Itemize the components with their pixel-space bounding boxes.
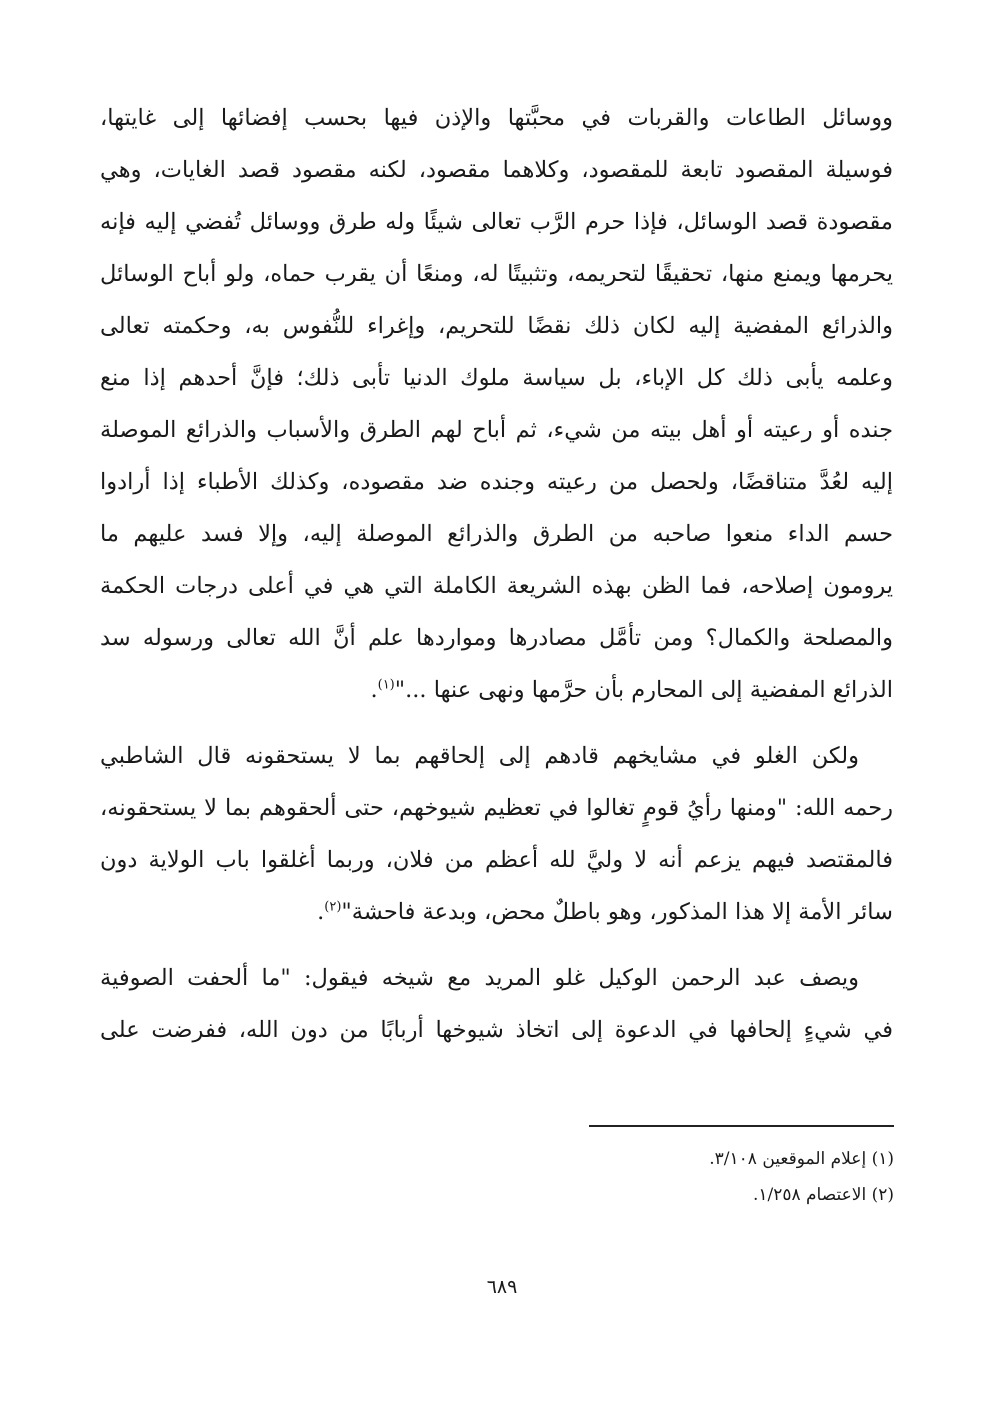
paragraph-last-line: [100, 886, 893, 938]
footnote-reference: (٢): [324, 899, 342, 915]
body-text: [100, 92, 893, 1056]
text-line: ويصف عبد الرحمن الوكيل غلو المريد مع شيخه فيقول: "ما ألحفت الصوفية: [100, 965, 859, 991]
footnote: (٢) الاعتصام ١/٢٥٨.: [752, 1185, 894, 1205]
text-line: فوسيلة المقصود تابعة للمقصود، وكلاهما مقصود، لكنه مقصود قصد الغايات، وهي: [100, 157, 893, 183]
text-line: إليه لعُدَّ متناقضًا، ولحصل من رعيته وجنده ضد مقصوده، وكذلك الأطباء إذا أرادوا: [100, 469, 893, 495]
text-line: حسم الداء منعوا صاحبه من الطرق والذرائع الموصلة إليه، وإلا فسد عليهم ما: [100, 521, 893, 547]
text-line: ولكن الغلو في مشايخهم قادهم إلى إلحاقهم بما لا يستحقونه قال الشاطبي: [100, 743, 859, 769]
text-line: ووسائل الطاعات والقربات في محبَّتها والإذن فيها بحسب إفضائها إلى غايتها،: [100, 105, 893, 131]
text-run: .: [317, 899, 325, 925]
page-number: ٦٨٩: [486, 1276, 518, 1298]
text-line: جنده أو رعيته أو أهل بيته من شيء، ثم أباح لهم الطرق والأسباب والذرائع الموصلة: [100, 417, 893, 443]
text-line: والذرائع المفضية إليه لكان ذلك نقضًا للتحريم، وإغراء للنُّفوس به، وحكمته تعالى: [100, 313, 893, 339]
text-run: الذرائع المفضية إلى المحارم بأن حرَّمها ونهى عنها ...": [394, 677, 893, 703]
footnote-separator: [589, 1125, 894, 1127]
text-run: .: [370, 677, 378, 703]
text-line: في شيءٍ إلحافها في الدعوة إلى اتخاذ شيوخها أربابًا من دون الله، ففرضت على: [100, 1017, 893, 1043]
text-line: يحرمها ويمنع منها، تحقيقًا لتحريمه، وتثبيتًا له، ومنعًا أن يقرب حماه، ولو أباح الوسائل: [100, 261, 893, 287]
text-line: يرومون إصلاحه، فما الظن بهذه الشريعة الكاملة التي هي في أعلى درجات الحكمة: [100, 573, 893, 599]
text-line: مقصودة قصد الوسائل، فإذا حرم الرَّب تعالى شيئًا وله طرق ووسائل تُفضي إليه فإنه: [100, 209, 893, 235]
text-line: رحمه الله: "ومنها رأيُ قومٍ تغالوا في تعظيم شيوخهم، حتى ألحقوهم بما لا يستحقونه،: [100, 795, 893, 821]
footnote-reference: (١): [377, 677, 395, 693]
text-line: وعلمه يأبى ذلك كل الإباء، بل سياسة ملوك الدنيا تأبى ذلك؛ فإنَّ أحدهم إذا منع: [100, 365, 893, 391]
footnote: (١) إعلام الموقعين ٣/١٠٨.: [709, 1149, 894, 1169]
footnotes: [494, 1144, 894, 1216]
text-line: والمصلحة والكمال؟ ومن تأمَّل مصادرها ومواردها علم أنَّ الله تعالى ورسوله سد: [100, 625, 893, 651]
paragraph-last-line: [100, 664, 893, 716]
paragraph-gap: [100, 716, 893, 730]
paragraph-gap: [100, 938, 893, 952]
text-line: فالمقتصد فيهم يزعم أنه لا وليَّ لله أعظم من فلان، وربما أغلقوا باب الولاية دون: [100, 847, 893, 873]
text-run: سائر الأمة إلا هذا المذكور، وهو باطلٌ محض، وبدعة فاحشة": [341, 899, 893, 925]
